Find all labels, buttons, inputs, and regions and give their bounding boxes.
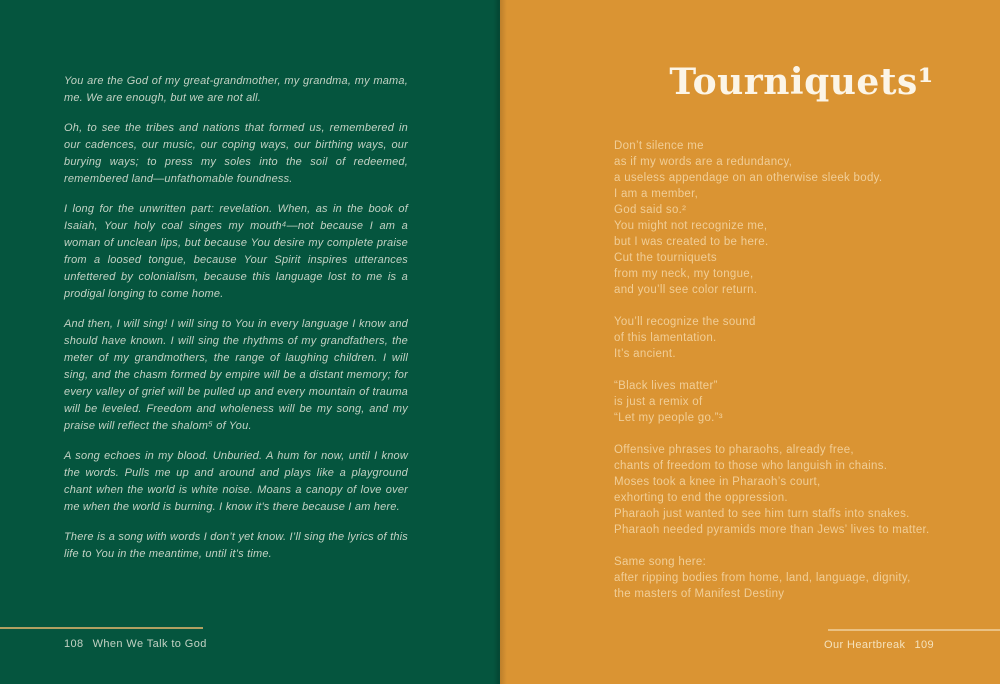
poem-line: Pharaoh just wanted to see him turn staffs into snakes.: [614, 508, 910, 520]
poem-line: It’s ancient.: [614, 348, 676, 360]
poem-body: [614, 138, 930, 618]
stanza-2: [614, 314, 930, 362]
poem-line: is just a remix of: [614, 396, 703, 408]
stanza-3: [614, 378, 930, 426]
stanza-5: [614, 554, 930, 602]
right-footer-rule: [828, 629, 1000, 631]
left-page-number: 108: [64, 638, 84, 650]
poem-line: God said so.²: [614, 204, 687, 216]
book-title: When We Talk to God: [92, 638, 207, 650]
poem-line: of this lamentation.: [614, 332, 717, 344]
section-title: Our Heartbreak: [824, 639, 906, 651]
left-footer-rule: [0, 627, 203, 629]
poem-line: Same song here:: [614, 556, 707, 568]
poem-line: but I was created to be here.: [614, 236, 769, 248]
poem-line: Don’t silence me: [614, 140, 704, 152]
right-footer: [824, 638, 934, 652]
poem-title: Tourniquets¹: [669, 61, 934, 103]
poem-line: “Black lives matter”: [614, 380, 718, 392]
poem-line: “Let my people go.”³: [614, 412, 723, 424]
poem-paragraph: And then, I will sing! I will sing to You in every language I know and should have known. I will sing the rhythms of my grandfathers, the meter of my grandmothers, the range of laughing children. I will sing, and the chasm formed by empire will be a distant memory; for every valley of grief will be pulled up and every mountain of trauma will be leveled. Freedom and wholeness will be my song, and my praise will reflect the shalom⁵ of You.: [64, 318, 408, 432]
right-page: [500, 0, 1000, 684]
poem-line: after ripping bodies from home, land, language, dignity,: [614, 572, 911, 584]
poem-line: Offensive phrases to pharaohs, already free,: [614, 444, 854, 456]
right-page-number: 109: [914, 639, 934, 651]
poem-line: exhorting to end the oppression.: [614, 492, 788, 504]
poem-paragraph: Oh, to see the tribes and nations that formed us, remembered in our cadences, our music, our coping ways, our birthing ways, our burying ways; to press my soles into the soil of redeemed, remembered land—unfathomable foundness.: [64, 122, 408, 185]
poem-paragraph: You are the God of my great-grandmother, my grandma, my mama, me. We are enough, but we are not all.: [64, 75, 408, 104]
poem-line: Cut the tourniquets: [614, 252, 717, 264]
poem-paragraph: I long for the unwritten part: revelation. When, as in the book of Isaiah, Your holy coal singes my mouth⁴—not because I am a woman of unclean lips, but because You desire my complete praise from a loosed tongue, because Your Spirit inspires utterances unfettered by colonialism, because this language lost to me is a prodigal longing to come home.: [64, 203, 408, 300]
poem-line: from my neck, my tongue,: [614, 268, 754, 280]
poem-line: and you’ll see color return.: [614, 284, 758, 296]
stanza-1: [614, 138, 930, 298]
poem-paragraph: There is a song with words I don’t yet know. I’ll sing the lyrics of this life to You in the meantime, until it’s time.: [64, 531, 408, 560]
poem-paragraph: A song echoes in my blood. Unburied. A hum for now, until I know the words. Pulls me up and around and plays like a playground chant when the world is white noise. Moans a canopy of love over me when the world is burning. I know it’s there because I am here.: [64, 450, 408, 513]
poem-line: You might not recognize me,: [614, 220, 768, 232]
poem-line: You’ll recognize the sound: [614, 316, 756, 328]
poem-line: I am a member,: [614, 188, 699, 200]
poem-line: as if my words are a redundancy,: [614, 156, 793, 168]
stanza-4: [614, 442, 930, 538]
left-footer: [64, 637, 207, 651]
poem-line: Moses took a knee in Pharaoh’s court,: [614, 476, 821, 488]
poem-line: a useless appendage on an otherwise sleek body.: [614, 172, 883, 184]
poem-line: the masters of Manifest Destiny: [614, 588, 785, 600]
left-page-text: [64, 73, 408, 576]
poem-line: Pharaoh needed pyramids more than Jews’ lives to matter.: [614, 524, 930, 536]
poem-line: chants of freedom to those who languish in chains.: [614, 460, 888, 472]
